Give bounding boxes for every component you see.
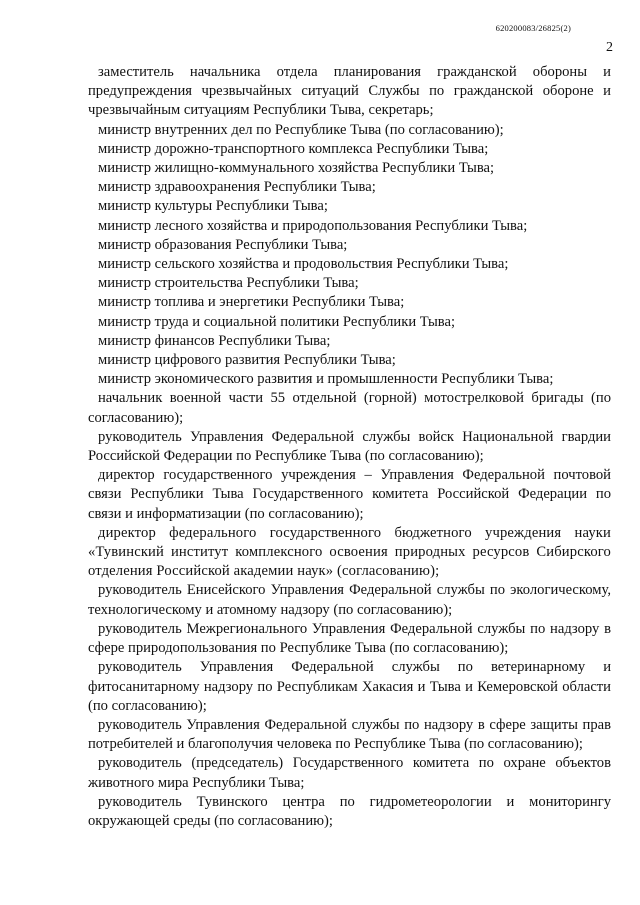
list-item: министр труда и социальной политики Республики Тыва; xyxy=(98,313,456,330)
list-item: министр топлива и энергетики Республики Тыва; xyxy=(98,294,405,311)
document-id: 620200083/26825(2) xyxy=(495,23,571,33)
list-item: министр строительства Республики Тыва; xyxy=(98,275,359,292)
list-item: министр сельского хозяйства и продовольствия Республики Тыва; xyxy=(98,256,509,273)
list-item: руководитель Енисейского Управления Федеральной службы по экологическому, технологическому и атомному надзору (по согласованию); xyxy=(88,582,611,618)
list-item: министр внутренних дел по Республике Тыва (по согласованию); xyxy=(98,121,504,138)
list-item: директор государственного учреждения – Управления Федеральной почтовой связи Республики Тыва Государственного комитета Российской Федерации по связи и информатизации (по согласованию); xyxy=(88,467,611,522)
list-item: заместитель начальника отдела планирования гражданской обороны и предупреждения чрезвычайных ситуаций Службы по гражданской обороне и чрезвычайным ситуациям Республики Тыва, секретарь; xyxy=(88,64,611,119)
list-item: руководитель Управления Федеральной службы по ветеринарному и фитосанитарному надзору по Республикам Хакасия и Тыва и Кемеровской области (по согласованию); xyxy=(88,659,611,714)
list-item: руководитель Межрегионального Управления Федеральной службы по надзору в сфере природопользования по Республике Тыва (по согласованию); xyxy=(88,620,611,657)
list-item: руководитель Управления Федеральной службы по надзору в сфере защиты прав потребителей и благополучия человека по Республике Тыва (по согласованию); xyxy=(88,716,611,753)
list-item: директор федерального государственного бюджетного учреждения науки «Тувинский институт комплексного освоения природных ресурсов Сибирского отделения Российской академии наук» (согласованию); xyxy=(88,524,611,580)
list-item: министр культуры Республики Тыва; xyxy=(98,198,328,215)
list-item: министр дорожно-транспортного комплекса Республики Тыва; xyxy=(98,140,489,157)
member-list xyxy=(88,63,611,831)
list-item: министр образования Республики Тыва; xyxy=(98,236,348,253)
list-item: министр лесного хозяйства и природопользования Республики Тыва; xyxy=(98,217,528,234)
list-item: руководитель Управления Федеральной службы войск Национальной гвардии Российской Федерации по Республике Тыва (по согласованию); xyxy=(88,428,611,465)
list-item: руководитель (председатель) Государственного комитета по охране объектов животного мира Республики Тыва; xyxy=(88,755,611,791)
list-item: министр жилищно-коммунального хозяйства Республики Тыва; xyxy=(98,160,495,177)
list-item: министр здравоохранения Республики Тыва; xyxy=(98,179,376,196)
list-item: руководитель Тувинского центра по гидрометеорологии и мониторингу окружающей среды (по согласованию); xyxy=(88,793,611,829)
list-item: министр экономического развития и промышленности Республики Тыва; xyxy=(98,371,554,388)
list-item: министр финансов Республики Тыва; xyxy=(98,332,331,349)
page-number: 2 xyxy=(606,40,613,55)
list-item: начальник военной части 55 отдельной (горной) мотострелковой бригады (по согласованию); xyxy=(88,390,611,426)
list-item: министр цифрового развития Республики Тыва; xyxy=(98,352,396,369)
